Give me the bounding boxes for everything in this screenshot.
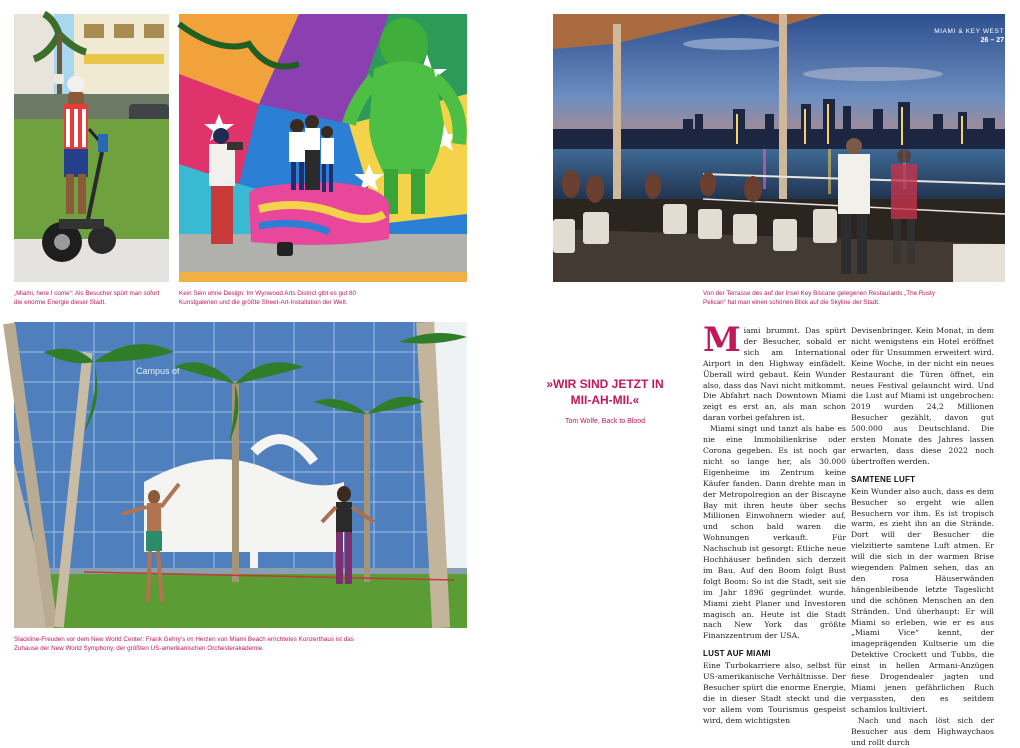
building-sign: Campus of: [136, 366, 180, 376]
page-header: [934, 28, 1004, 44]
article-paragraph: Kein Wunder also auch, dass es dem Besucher so ergeht wie allen Besuchern vor ihm. Es ist tropisch warm, es zieht ihn an die Strände. Dort will der Besucher die vielzitierte samtene Luft atmen. Er will die sich in der warmen Brise wiegenden Palmen sehen, das an den rosa Häuserwänden hängenbleibende letzte Tageslicht und die schönen Menschen an den Stränden. Und überhaupt: Er will Miami so erleben, wie er es aus „Miami Vice“ kennt, der imageprägenden Kultserie um die Detektive Crockett und Tubbs, die einst in hellen Armani-Anzügen fiese Drogendealer jagten und Miami jenen gefährlichen Ruch verpassten, den es seitdem schamlos kultiviert.: [851, 486, 994, 714]
drop-cap: M: [703, 320, 741, 360]
article-paragraph: Miami brummt. Das spürt der Besucher, sobald er sich am International Airport in den Highway einfädelt. Überall wird gebaut. Kein Wunder also, dass das Navi nicht mitkommt. Die Abfahrt nach Downtown Miami zeigt es erst an, als man schon daran vorbei gefahren ist.: [703, 320, 846, 423]
article-paragraph: Eine Turbokarriere also, selbst für US-amerikanische Verhältnisse. Der Besucher spürt die enorme Energie, die in dieser Stadt steckt und die vor allem vom Tourismus gespeist wird, dem wichtigsten: [703, 661, 846, 725]
subheading-samtene-luft: SAMTENE LUFT: [851, 474, 916, 484]
article-paragraph: Miami singt und tanzt als habe es nie eine Immobilienkrise oder Corona gegeben. Es ist noch gar nicht so lange her, als 30.000 Eigenheime im Zentrum keine Käufer fanden. Dann drehte man in der Metropolregion an der Biscayne Bay mit ihren heute über sechs Millionen Einwohnern wieder auf, und schon bald waren die Wohnungen verkauft. Für Nachschub ist gesorgt: Etliche neue Hochhäuser befinden sich derzeit im Bau. Auf den Boom folgt Bust folgt Boom: So ist die Stadt, seit sie im Jahr 1896 gegründet wurde. Miami zieht Planer und Investoren magisch an. Heute ist die Stadt nach New York das größte Finanzzentrum der USA.: [703, 424, 846, 641]
article-paragraph: Devisenbringer. Kein Monat, in dem nicht wenigstens ein Hotel eröffnet oder für Unsummen erweitert wird. Keine Woche, in der nicht ein neues Restaurant die Türen öffnet, ein neues Festival gelauncht wird. Und die Lust auf Miami ist ungebrochen: 2019 wurden 24,2 Millionen Besucher gezählt, davon gut 500.000 aus Deutschland. Die ersten Monate des Jahres lassen erwarten, dass diese 2022 noch übertroffen werden.: [851, 326, 994, 466]
photo-terrace: [553, 14, 1005, 282]
caption-terrace: Von der Terrasse des auf der Insel Key Biscane gelegenen Restaurants „The Rusty Pelican“ hat man einen schönen Blick auf die Skyline der Stadt.: [703, 290, 935, 306]
photo-slackline: [14, 322, 467, 628]
quote-author: Tom Wolfe, Back to Blood: [564, 418, 646, 425]
quote-text: »WIR SIND JETZT IN MII-AH-MII.«: [546, 377, 664, 407]
page-numbers: 26 – 27: [980, 37, 1004, 44]
article-paragraph: Nach und nach löst sich der Besucher aus dem Highwaychaos und rollt durch: [851, 715, 994, 747]
subheading-lust-auf-miami: LUST AUF MIAMI: [703, 649, 771, 659]
pull-quote: [540, 376, 670, 425]
section-title: MIAMI & KEY WEST: [934, 28, 1004, 35]
caption-slackline: Slackline-Freuden vor dem New World Center: Frank Gehry’s im Herzen von Miami Beach errichtetes Konzerthaus ist das Zuhause der New World Symphony, der größten US-amerikanischen Orchesterakademie.: [14, 636, 354, 652]
photo-mural: [179, 14, 467, 282]
caption-segway: „Miami, here I come“: Als Besucher spürt man sofort die enorme Energie dieser Stadt.: [14, 290, 160, 306]
caption-mural: Kein Sein ohne Design: Im Wynwood Arts District gibt es gut 80 Kunstgalerien und die größte Street-Art-Installation der Welt.: [179, 290, 357, 306]
article-column-1: [703, 320, 846, 727]
article-column-2: [851, 326, 994, 748]
photo-segway: [14, 14, 169, 282]
